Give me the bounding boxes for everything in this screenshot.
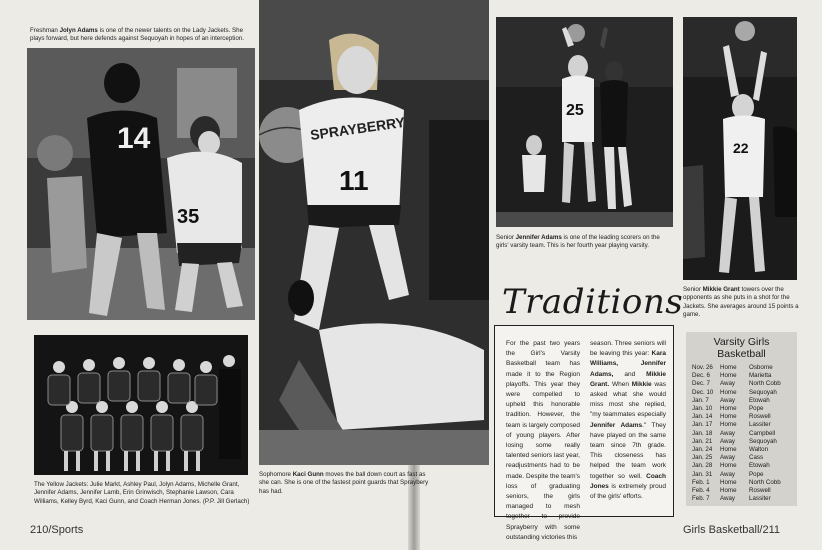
schedule-opponent: Cass [749,454,764,462]
schedule-date: Jan. 28 [692,462,713,470]
schedule-row [686,471,797,479]
schedule-title-line1: Varsity Girls [713,336,770,348]
schedule-venue: Home [720,446,737,453]
schedule-row [686,413,797,421]
photo-jolyn-adams-defense [27,48,255,320]
schedule-opponent: Etowah [749,462,770,470]
schedule-venue: Away [720,495,736,503]
svg-text:11: 11 [339,165,369,196]
schedule-row [686,454,797,462]
schedule-date: Jan. 7 [692,396,709,404]
schedule-date: Feb. 7 [692,495,710,503]
schedule-date: Jan. 14 [692,413,713,421]
caption-jennifer-adams: Senior Jennifer Adams is one of the leading scorers on the girls' varsity team. This is her fourth year playing varsity. [496,234,660,250]
schedule-row [686,438,797,446]
schedule-venue: Home [720,478,737,486]
schedule-row [686,397,797,405]
schedule-date: Dec. 6 [692,372,710,380]
schedule-row [686,462,797,470]
schedule-venue: Home [720,372,737,380]
schedule-date: Jan. 18 [692,429,713,437]
schedule-venue: Away [720,380,736,388]
schedule-title-line2: Basketball [717,348,766,360]
schedule-row [686,495,797,503]
svg-text:22: 22 [733,140,749,156]
schedule-row [686,430,797,438]
schedule-venue: Home [720,413,737,421]
schedule-date: Jan. 31 [692,470,713,478]
schedule-row [686,479,797,487]
schedule-opponent: Marietta [749,372,772,380]
schedule-date: Jan. 17 [692,421,713,429]
schedule-venue: Home [720,364,737,371]
schedule-date: Dec. 10 [692,388,714,396]
schedule-opponent: Roswell [749,413,771,421]
schedule-date: Feb. 1 [692,478,710,486]
schedule-venue: Home [720,462,737,470]
schedule-opponent: Lassiter [749,421,771,429]
caption-mikkie-grant: Senior Mikkie Grant towers over the opponents as she puts in a shot for the Jackets. She averages around 15 points a game. [683,286,799,318]
photo-team [34,335,248,475]
schedule-venue: Away [720,437,736,445]
schedule-opponent: Sequoyah [749,437,777,445]
schedule-venue: Away [720,396,736,404]
svg-text:35: 35 [177,206,200,228]
schedule-opponent: Pope [749,470,764,478]
headline-traditions: Traditions [502,282,684,322]
photo-mikkie-grant [683,17,797,280]
folio-right: Girls Basketball/211 [683,524,781,536]
caption-jolyn-adams: Freshman Jolyn Adams is one of the newer talents on the Lady Jackets. She plays forward, but here defends against Sequoyah in hopes of an interception. [30,27,244,43]
schedule-venue: Away [720,454,736,462]
story-column-1: For the past two years the Girl's Varsity Basketball team has made it to the Region playoffs. This year they were compelled to upheld this honorable tradition. However, the team is largely composed of young players. After losing some really talented seniors last year, readjustments had to be made. Despite the team's loss of graduating seniors, the girls managed to mesh together to provide Sprayberry with some outstanding victories this [506,340,580,541]
schedule-date: Jan. 21 [692,437,713,445]
schedule-date: Dec. 7 [692,380,710,388]
caption-kaci-gunn: Sophomore Kaci Gunn moves the ball down court as fast as she can. She is one of the fastest point guards that Spraybery has had. [259,471,429,495]
schedule-row [686,421,797,429]
photo-jennifer-adams [496,17,673,227]
schedule-row [686,389,797,397]
schedule-box [686,332,797,506]
schedule-date: Nov. 26 [692,364,713,371]
schedule-row [686,405,797,413]
schedule-date: Feb. 4 [692,487,710,494]
schedule-opponent: Campbell [749,429,776,437]
story-box [494,325,674,541]
svg-text:25: 25 [566,102,584,119]
schedule-venue: Away [720,470,736,478]
schedule-row [686,372,797,380]
photo-kaci-gunn [259,0,489,465]
folio-left: 210/Sports [30,524,84,536]
schedule-date: Jan. 24 [692,446,713,453]
schedule-opponent: Osborne [749,364,773,371]
schedule-opponent: Lassiter [749,495,771,503]
schedule-row [686,487,797,495]
svg-text:SPRAYBERRY: SPRAYBERRY [309,113,406,143]
schedule-venue: Home [720,405,737,412]
schedule-row [686,446,797,454]
caption-team: The Yellow Jackets: Julie Markt, Ashley Paul, Jolyn Adams, Michelle Grant, Jennifer Adams, Jennifer Lamb, Erin Grinwisch, Stephanie Lawson, Cara Williams, Kelley Byrd, Kaci Gunn, and Coach Herman Jones. (P.P. Jill Gerlach) [34,481,250,505]
schedule-row [686,380,797,388]
schedule-opponent: North Cobb [749,380,781,388]
schedule-date: Jan. 25 [692,454,713,462]
svg-text:14: 14 [117,122,151,155]
schedule-venue: Away [720,429,736,437]
schedule-date: Jan. 10 [692,405,713,412]
schedule-venue: Home [720,487,737,494]
schedule-opponent: Etowah [749,396,770,404]
schedule-opponent: Pope [749,405,764,412]
schedule-opponent: Roswell [749,487,771,494]
schedule-venue: Home [720,388,737,396]
schedule-opponent: Walton [749,446,769,453]
schedule-opponent: Sequoyah [749,388,777,396]
schedule-venue: Home [720,421,737,429]
schedule-row [686,364,797,372]
schedule-opponent: North Cobb [749,478,781,486]
story-column-2: season. Three seniors will be leaving this year: Kara Williams, Jennifer Adams, and Mikkie Grant. When Mikkie was asked what she would miss most she replied, "my teammates especially Jennifer Adams." They have played on the same team since 7th grade. This closeness has helped the team work together so well. Coach Jones is extremely proud of the girls' efforts. [590,340,666,501]
